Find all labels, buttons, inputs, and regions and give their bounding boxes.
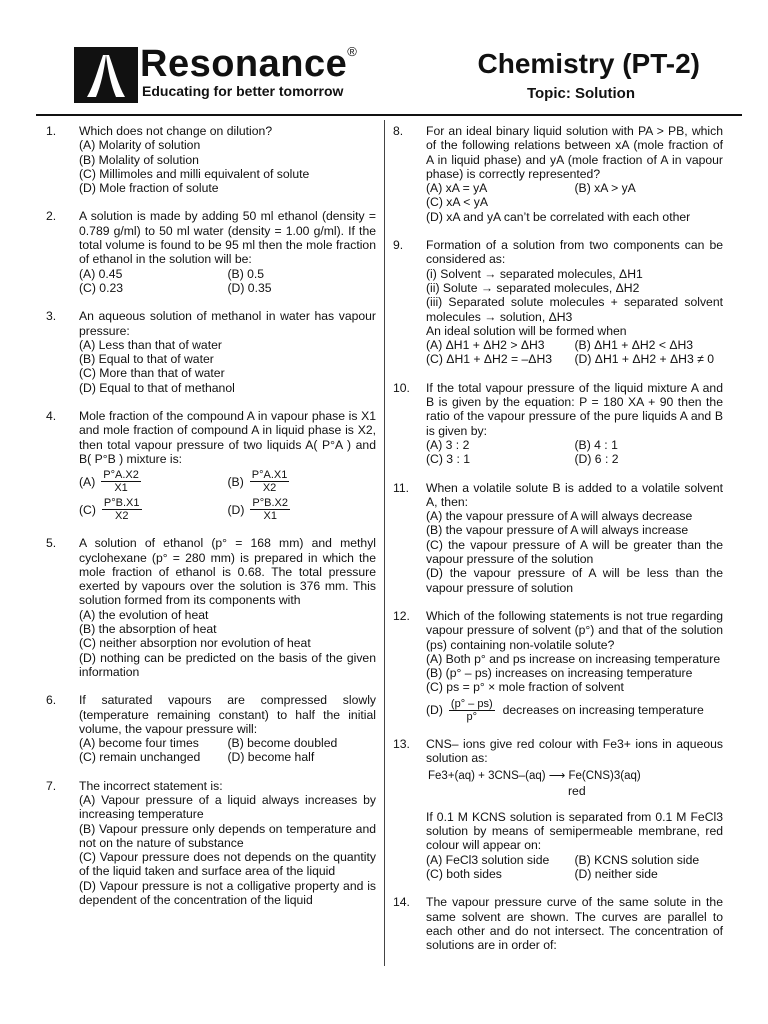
right-column xyxy=(393,124,723,967)
question-text-2: If 0.1 M KCNS solution is separated from 0.1 M FeCl3 solution by means of semipermeable membrane, red colour will appear on: xyxy=(426,809,723,853)
brand-name: Resonance® xyxy=(140,43,358,85)
question-number: 1. xyxy=(46,124,57,138)
fraction-b: $\frac{P^\circ A.X1}{X2}$ xyxy=(251,469,288,495)
question-text: Mole fraction of the compound A in vapour phase is X1 and mole fraction of compound A in liquid phase is X2, then total vapour pressure of two liquids A( P°A ) and B( P°B ) mixture is: xyxy=(79,409,376,466)
question-11 xyxy=(393,481,723,595)
option-b: (B) 0.5 xyxy=(227,266,265,281)
question-text: A solution of ethanol (p° = 168 mm) and methyl cyclohexane (p° = 280 mm) is prepared in which the mole fraction of ethanol is 0.68. The total pressure exerted by vapours over the solution is 376 mm. This solution formed from its components with xyxy=(79,536,376,608)
question-number: 2. xyxy=(46,209,57,224)
option-a: (A) the evolution of heat xyxy=(79,607,209,622)
question-number: 14. xyxy=(393,895,410,910)
question-text: The incorrect statement is: xyxy=(79,778,223,793)
option-b: (B) 4 : 1 xyxy=(574,437,618,452)
option-b: (B) Molality of solution xyxy=(79,152,199,167)
option-d: (D) Equal to that of methanol xyxy=(79,380,235,395)
option-a: (A) Both p° and ps increase on increasing temperature xyxy=(426,651,721,666)
option-a: (A) Less than that of water xyxy=(79,337,222,352)
question-number: 10. xyxy=(393,380,410,395)
option-d: (D) xyxy=(426,703,443,718)
question-text: Which of the following statements is not true regarding vapour pressure of solvent (p°) and that of the solution (ps) containing non-volatile solute? xyxy=(426,608,723,652)
option-d: (D) xA and yA can’t be correlated with each other xyxy=(426,209,691,224)
option-d: (D) Vapour pressure is not a colligative property and is dependent of the concentration of the liquid xyxy=(79,878,376,908)
question-text: A solution is made by adding 50 ml ethanol (density = 0.789 g/ml) to 50 ml water (density = 1.00 g/ml). If the total volume is found to be 95 ml then the mole fraction of ethanol in the solution will be: xyxy=(79,209,376,267)
option-c: (C) xA < yA xyxy=(426,195,488,210)
option-d: (D) ΔH1 + ΔH2 + ΔH3 ≠ 0 xyxy=(574,352,714,367)
option-a: (A) xyxy=(79,474,96,489)
option-c: (C) More than that of water xyxy=(79,366,225,381)
option-c: (C) ps = p° × mole fraction of solvent xyxy=(426,680,624,695)
resonance-logo-icon xyxy=(74,47,138,103)
question-text: If the total vapour pressure of the liquid mixture A and B is given by the equation: P = 180 XA + 90 then the ratio of the vapour pressure of the pure liquids A and B is given by: xyxy=(426,380,723,438)
option-c: (C) xyxy=(79,502,96,517)
option-b: (B) KCNS solution side xyxy=(574,852,700,867)
question-6 xyxy=(46,693,376,764)
option-b: (B) Vapour pressure only depends on temperature and not on the nature of substance xyxy=(79,821,376,850)
fraction-a: $\frac{P^\circ A.X2}{X1}$ xyxy=(103,469,139,495)
option-c: (C) the vapour pressure of A will be greater than the vapour pressure of the solution xyxy=(426,537,723,567)
question-9 xyxy=(393,238,723,367)
question-number: 9. xyxy=(393,238,404,253)
question-5 xyxy=(46,536,376,679)
question-8 xyxy=(393,124,723,224)
option-c: (C) 3 : 1 xyxy=(426,452,471,467)
option-d: (D) neither side xyxy=(574,867,658,882)
step-line: (i) Solvent → separated molecules, ΔH1 xyxy=(426,266,643,281)
question-number: 12. xyxy=(393,608,410,623)
question-14 xyxy=(393,895,723,952)
chemical-equation: Fe3+(aq) + 3CNS–(aq) ⟶ Fe(CNS)3(aq) xyxy=(428,770,641,783)
option-a: (A) FeCl3 solution side xyxy=(426,852,550,867)
question-number: 13. xyxy=(393,736,410,751)
option-b: (B) (p° – ps) increases on increasing temperature xyxy=(426,666,693,681)
step-line: An ideal solution will be formed when xyxy=(426,323,627,338)
question-text: CNS– ions give red colour with Fe3+ ions in aqueous solution as: xyxy=(426,736,723,765)
option-d: (D) Mole fraction of solute xyxy=(79,181,219,196)
question-text: Which does not change on dilution? xyxy=(79,124,273,138)
option-d: (D) nothing can be predicted on the basis of the given information xyxy=(79,650,376,679)
question-text: An aqueous solution of methanol in water has vapour pressure: xyxy=(79,309,376,338)
option-a: (A) the vapour pressure of A will always decrease xyxy=(426,509,693,524)
question-number: 11. xyxy=(393,480,410,495)
option-c: (C) neither absorption nor evolution of heat xyxy=(79,636,311,651)
question-number: 6. xyxy=(46,693,57,708)
brand-tagline: Educating for better tomorrow xyxy=(142,83,344,99)
option-d-text: decreases on increasing temperature xyxy=(502,703,704,718)
option-a: (A) 0.45 xyxy=(79,266,123,281)
option-c: (C) 0.23 xyxy=(79,280,124,295)
option-b: (B) the vapour pressure of A will always increase xyxy=(426,523,689,538)
option-a: (A) Vapour pressure of a liquid always increases by increasing temperature xyxy=(79,792,376,822)
question-text: Formation of a solution from two components can be considered as: xyxy=(426,238,723,267)
question-2 xyxy=(46,209,376,295)
question-text: If saturated vapours are compressed slowly (temperature remaining constant) to half the initial volume, the vapour pressure will: xyxy=(79,693,376,736)
option-c: (C) ΔH1 + ΔH2 = –ΔH3 xyxy=(426,352,553,367)
option-d: (D) xyxy=(227,502,245,517)
equation-label: red xyxy=(568,783,586,798)
option-c: (C) both sides xyxy=(426,867,502,882)
question-7 xyxy=(46,779,376,908)
option-d: (D) the vapour pressure of A will be less than the vapour pressure of solution xyxy=(426,566,723,595)
header-divider xyxy=(36,114,742,116)
question-number: 8. xyxy=(393,124,404,138)
fraction-d: $\frac{P^\circ B.X2}{X1}$ xyxy=(252,497,289,523)
question-number: 5. xyxy=(46,536,57,551)
question-number: 3. xyxy=(46,309,57,324)
option-a: (A) 3 : 2 xyxy=(426,437,470,452)
question-text: The vapour pressure curve of the same solute in the same solvent are shown. The curves are parallel to each other and do not intersect. The concentration of solutions are in order of: xyxy=(426,895,723,953)
left-column xyxy=(46,124,376,921)
option-c: (C) Millimoles and milli equivalent of solute xyxy=(79,166,310,181)
question-text: When a volatile solute B is added to a volatile solvent A, then: xyxy=(426,480,723,509)
option-b: (B) the absorption of heat xyxy=(79,622,217,637)
question-10 xyxy=(393,381,723,467)
option-d-row xyxy=(426,698,723,723)
fraction-c: $\frac{P^\circ B.X1}{X2}$ xyxy=(103,497,140,523)
option-b: (B) Equal to that of water xyxy=(79,352,214,367)
option-d: (D) become half xyxy=(227,750,315,765)
option-b: (B) become doubled xyxy=(227,736,338,751)
option-d: (D) 0.35 xyxy=(227,280,272,295)
question-3 xyxy=(46,309,376,395)
question-1 xyxy=(46,124,376,195)
option-d: (D) 6 : 2 xyxy=(574,452,619,467)
option-a: (A) become four times xyxy=(79,736,199,751)
option-a: (A) Molarity of solution xyxy=(79,138,201,153)
question-12 xyxy=(393,609,723,723)
fraction: $\frac{(p^\circ - ps)}{p^\circ}$ xyxy=(450,697,493,723)
option-a: (A) xA = yA xyxy=(426,181,488,196)
question-13 xyxy=(393,737,723,882)
question-number: 4. xyxy=(46,409,57,424)
option-b: (B) xA > yA xyxy=(574,181,636,196)
option-a: (A) ΔH1 + ΔH2 > ΔH3 xyxy=(426,338,545,353)
page-title: Chemistry (PT-2) xyxy=(477,48,700,79)
question-text: For an ideal binary liquid solution with PA > PB, which of the following relations between xA (mole fraction of A in liquid phase) and yA (mole fraction of A in vapour phase) is correctly represented? xyxy=(426,124,723,181)
option-b: (B) ΔH1 + ΔH2 < ΔH3 xyxy=(574,338,694,353)
question-number: 7. xyxy=(46,778,57,793)
option-c: (C) Vapour pressure does not depends on the quantity of the liquid taken and surface area of the liquid xyxy=(79,850,376,879)
step-line: (iii) Separated solute molecules + separated solvent molecules → solution, ΔH3 xyxy=(426,295,723,324)
question-4 xyxy=(46,409,376,522)
option-b: (B) xyxy=(227,474,244,489)
step-line: (ii) Solute → separated molecules, ΔH2 xyxy=(426,280,640,295)
topic-label: Topic: Solution xyxy=(526,85,635,102)
column-divider xyxy=(384,120,385,966)
option-c: (C) remain unchanged xyxy=(79,750,201,765)
